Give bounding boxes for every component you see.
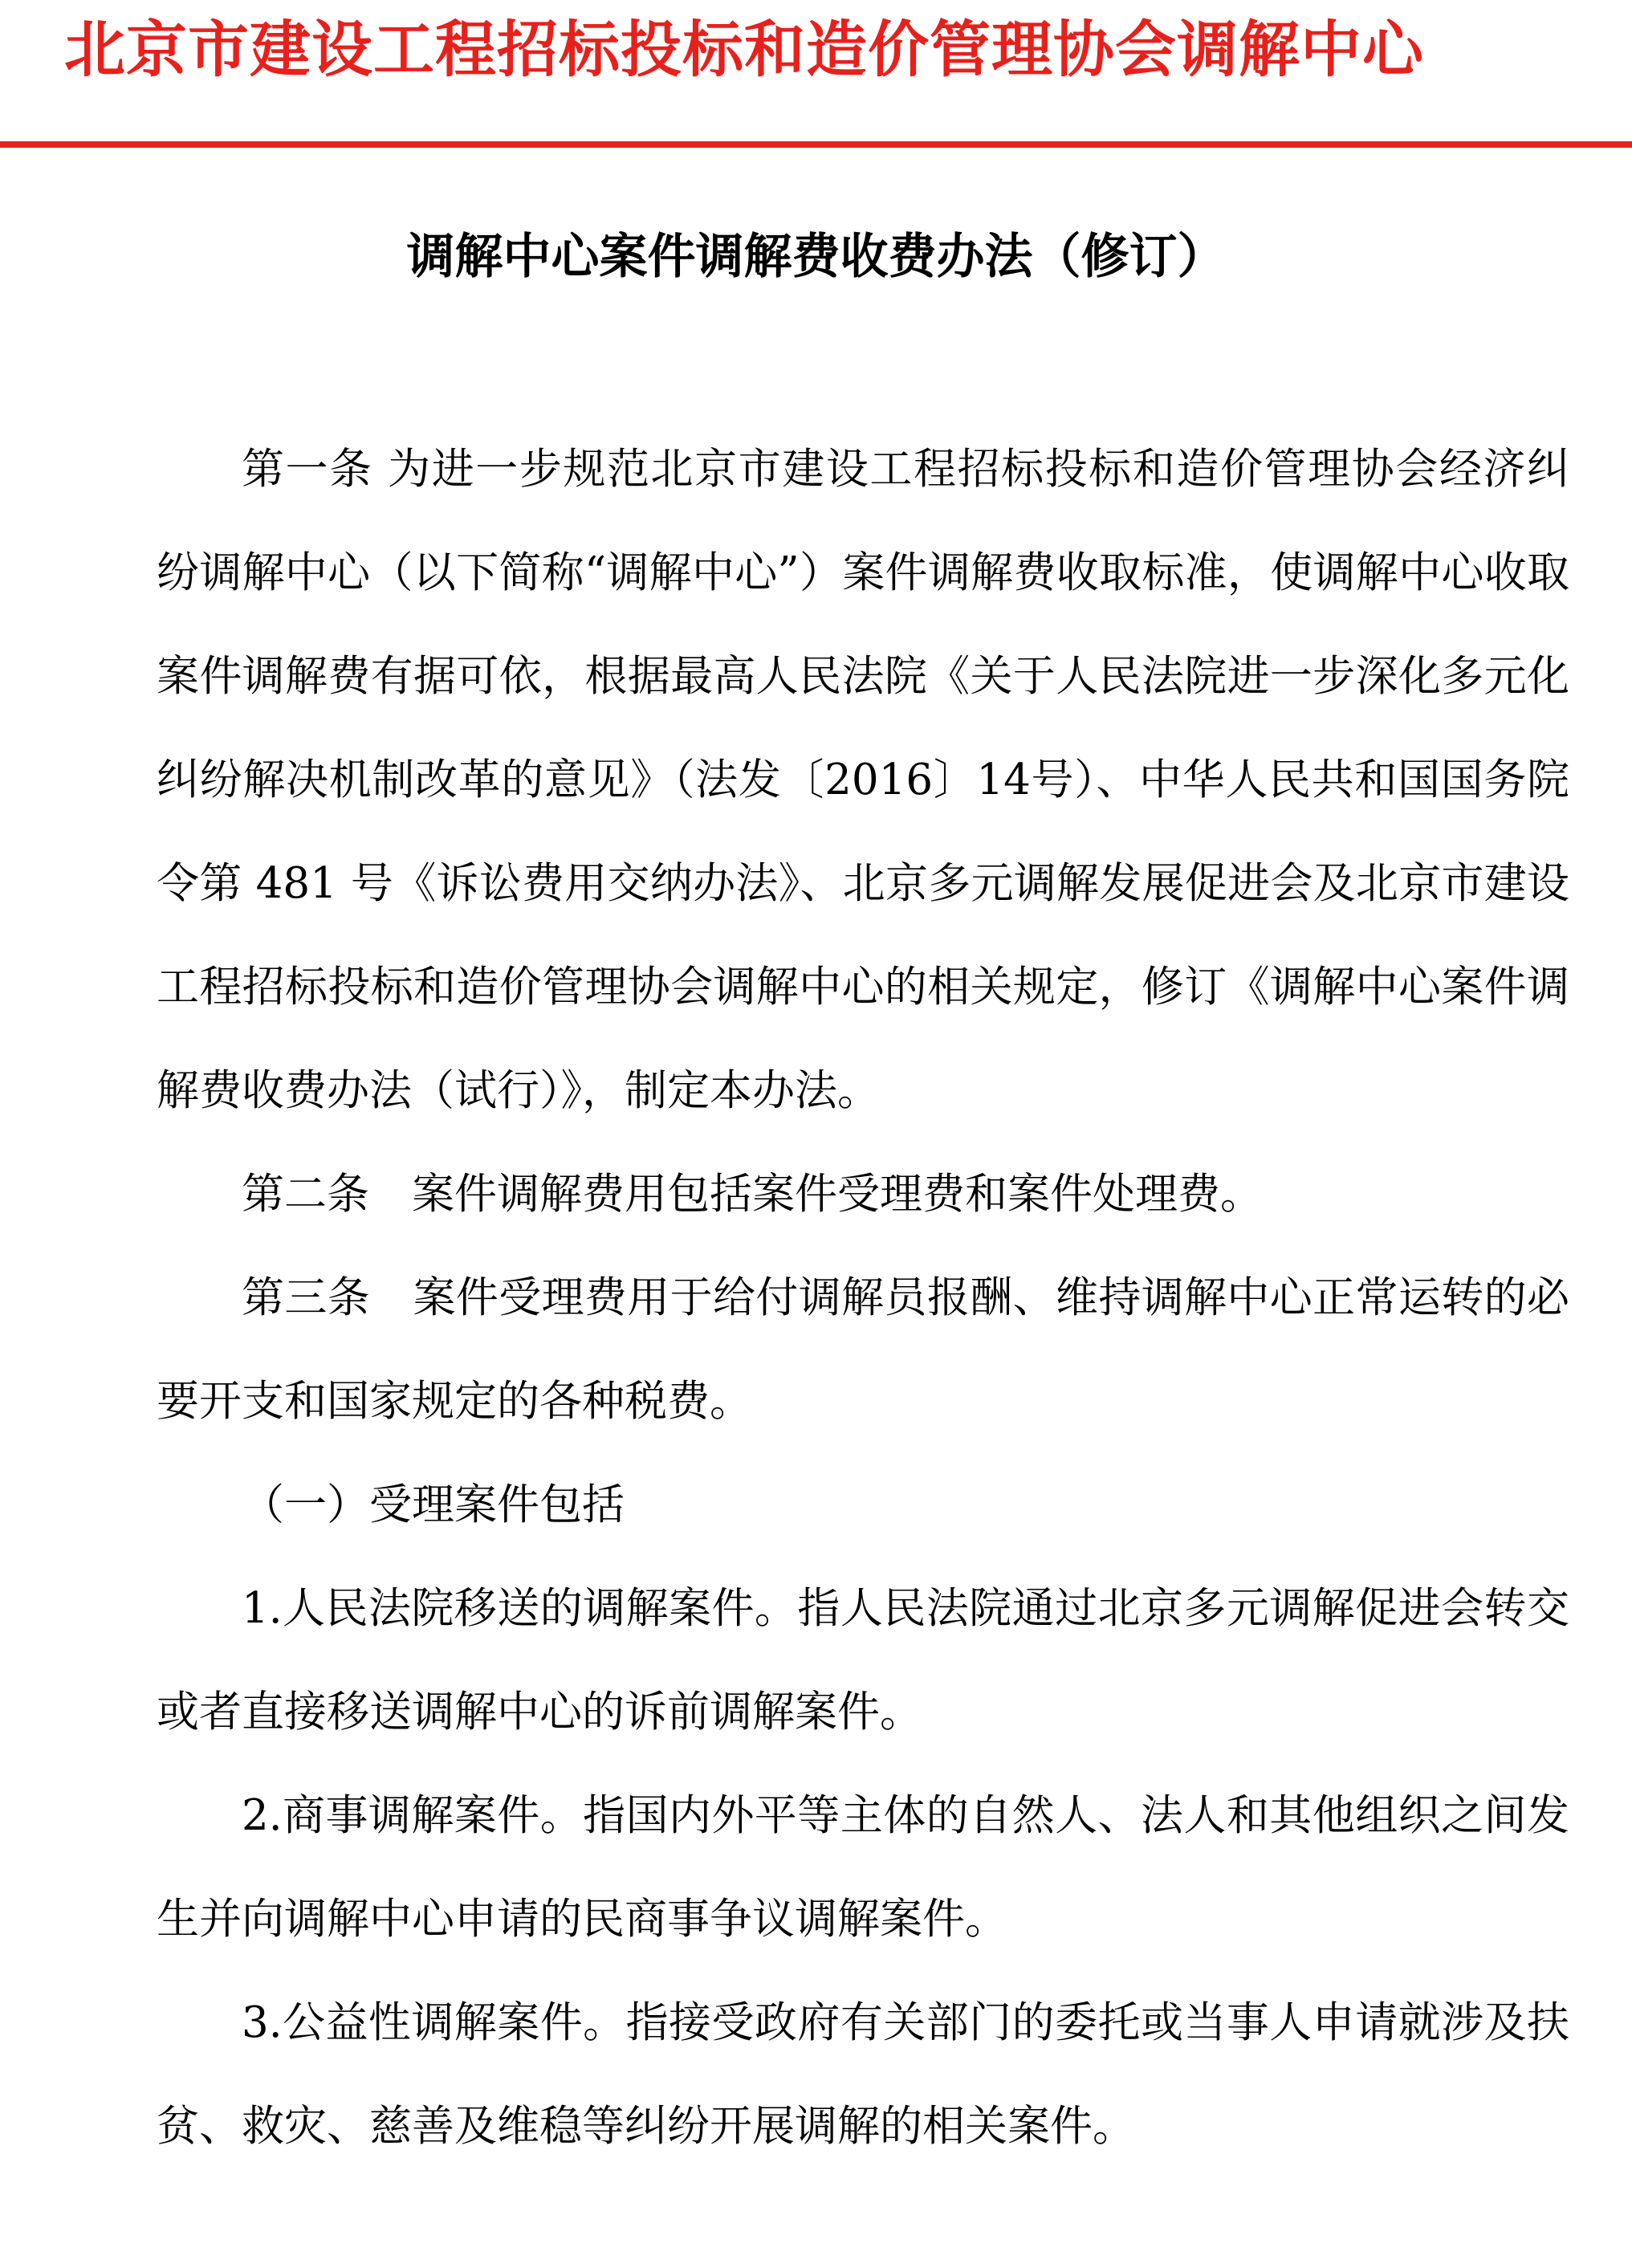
document-body: [157, 417, 1569, 2178]
letterhead-org-name: 北京市建设工程招标投标和造价管理协会调解中心: [64, 14, 1424, 85]
article-1-paragraph: 第一条 为进一步规范北京市建设工程招标投标和造价管理协会经济纠纷调解中心（以下简称“调解中心”）案件调解费收取标准，使调解中心收取案件调解费有据可依，根据最高人民法院《关于人民法院进一步深化多元化纠纷解决机制改革的意见》（法发〔2016〕14号）、中华人民共和国国务院令第 481 号《诉讼费用交纳办法》、北京多元调解发展促进会及北京市建设工程招标投标和造价管理协会调解中心的相关规定，修订《调解中心案件调解费收费办法（试行）》，制定本办法。: [157, 445, 1569, 1115]
article-3-paragraph: 第三条 案件受理费用于给付调解员报酬、维持调解中心正常运转的必要开支和国家规定的各种税费。: [157, 1273, 1569, 1426]
letterhead-red-rule: [0, 141, 1632, 148]
article-2-paragraph: 第二条 案件调解费用包括案件受理费和案件处理费。: [242, 1170, 1263, 1219]
list-item-3: 3.公益性调解案件。指接受政府有关部门的委托或当事人申请就涉及扶贫、救灾、慈善及维稳等纠纷开展调解的相关案件。: [157, 1998, 1569, 2151]
list-item-1: 1.人民法院移送的调解案件。指人民法院通过北京多元调解促进会转交或者直接移送调解中心的诉前调解案件。: [157, 1584, 1569, 1737]
section-1-heading: （一）受理案件包括: [242, 1480, 625, 1529]
list-item-2: 2.商事调解案件。指国内外平等主体的自然人、法人和其他组织之间发生并向调解中心申请的民商事争议调解案件。: [157, 1791, 1569, 1944]
document-title: 调解中心案件调解费收费办法（修订）: [406, 229, 1226, 285]
